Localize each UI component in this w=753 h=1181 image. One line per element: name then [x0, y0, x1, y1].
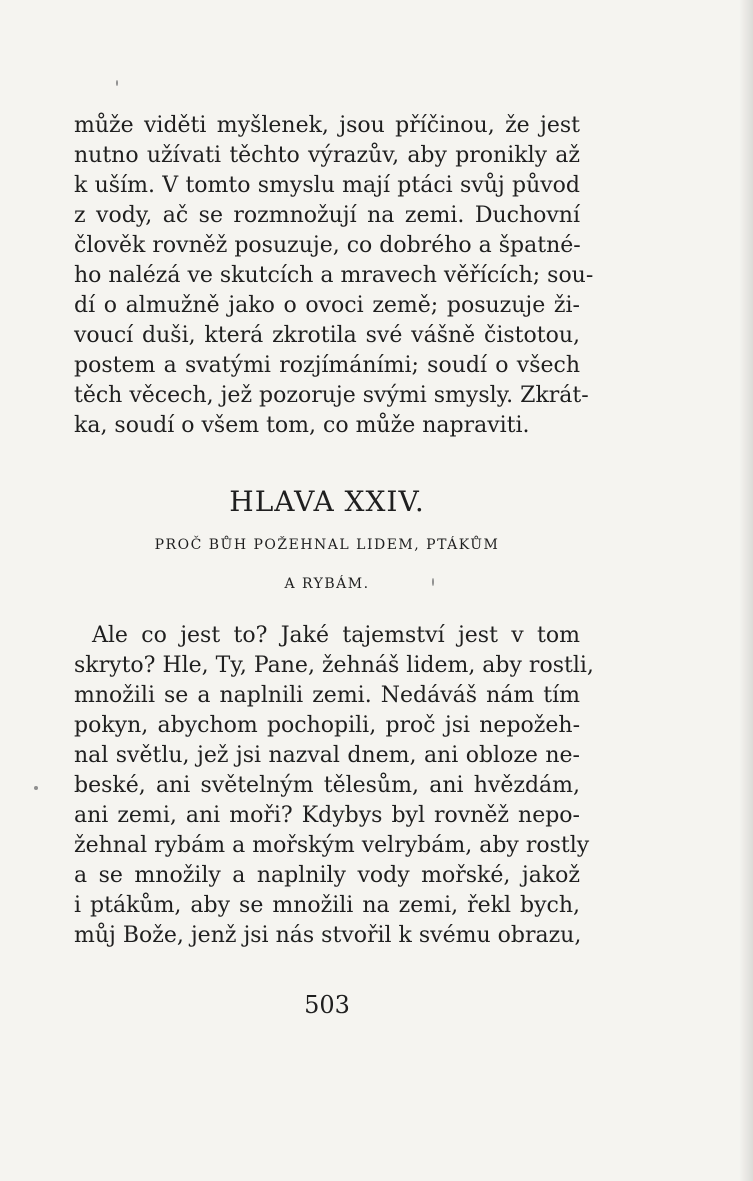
text-line: žehnal rybám a mořským velrybám, aby rostly: [74, 833, 590, 858]
text-line: a se množily a naplnily vody mořské, jakož: [74, 863, 580, 888]
text-line: množili se a naplnili zemi. Nedáváš nám tím: [74, 683, 580, 708]
text-line: ani zemi, ani moři? Kdybys byl rovněž nepo-: [74, 803, 580, 828]
paper-speck: [34, 786, 38, 790]
page-number: 503: [304, 991, 350, 1019]
paper-speck: [116, 80, 118, 86]
paper-speck: [432, 578, 434, 586]
text-line: voucí duši, která zkrotila své vášně čistotou,: [74, 323, 580, 348]
text-line: těch věcech, jež pozoruje svými smysly. Zkrát-: [74, 383, 589, 408]
text-line: beské, ani světelným tělesům, ani hvězdám,: [74, 773, 580, 798]
text-line: skryto? Hle, Ty, Pane, žehnáš lidem, aby rostli,: [74, 653, 594, 678]
chapter-subtitle-line1: PROČ BŮH POŽEHNAL LIDEM, PTÁKŮM: [154, 537, 500, 553]
text-line: ho nalézá ve skutcích a mravech věřících; sou-: [74, 263, 594, 288]
text-line: z vody, ač se rozmnožují na zemi. Duchovní: [74, 203, 580, 228]
text-line: člověk rovněž posuzuje, co dobrého a špatné-: [74, 233, 581, 258]
text-line: k uším. V tomto smyslu mají ptáci svůj původ: [74, 173, 580, 198]
page-edge-shadow: [739, 0, 753, 1181]
text-line: můj Bože, jenž jsi nás stvořil k svému obrazu,: [74, 923, 582, 948]
text-line: nal světlu, jež jsi nazval dnem, ani obloze ne-: [74, 743, 580, 768]
text-line: pokyn, abychom pochopili, proč jsi nepožeh-: [74, 713, 580, 738]
text-line: může viděti myšlenek, jsou příčinou, že jest: [74, 113, 580, 138]
text-line: nutno užívati těchto výrazův, aby pronikly až: [74, 143, 580, 168]
chapter-subtitle-line2: A RYBÁM.: [284, 576, 370, 592]
text-line: Ale co jest to? Jaké tajemství jest v tom: [92, 623, 580, 648]
text-line: ka, soudí o všem tom, co může napraviti.: [74, 413, 530, 438]
text-line: postem a svatými rozjímáními; soudí o všech: [74, 353, 580, 378]
text-line: i ptákům, aby se množili na zemi, řekl bych,: [74, 893, 580, 918]
text-line: dí o almužně jako o ovoci země; posuzuje ži-: [74, 293, 580, 318]
chapter-title: HLAVA XXIV.: [229, 485, 425, 518]
